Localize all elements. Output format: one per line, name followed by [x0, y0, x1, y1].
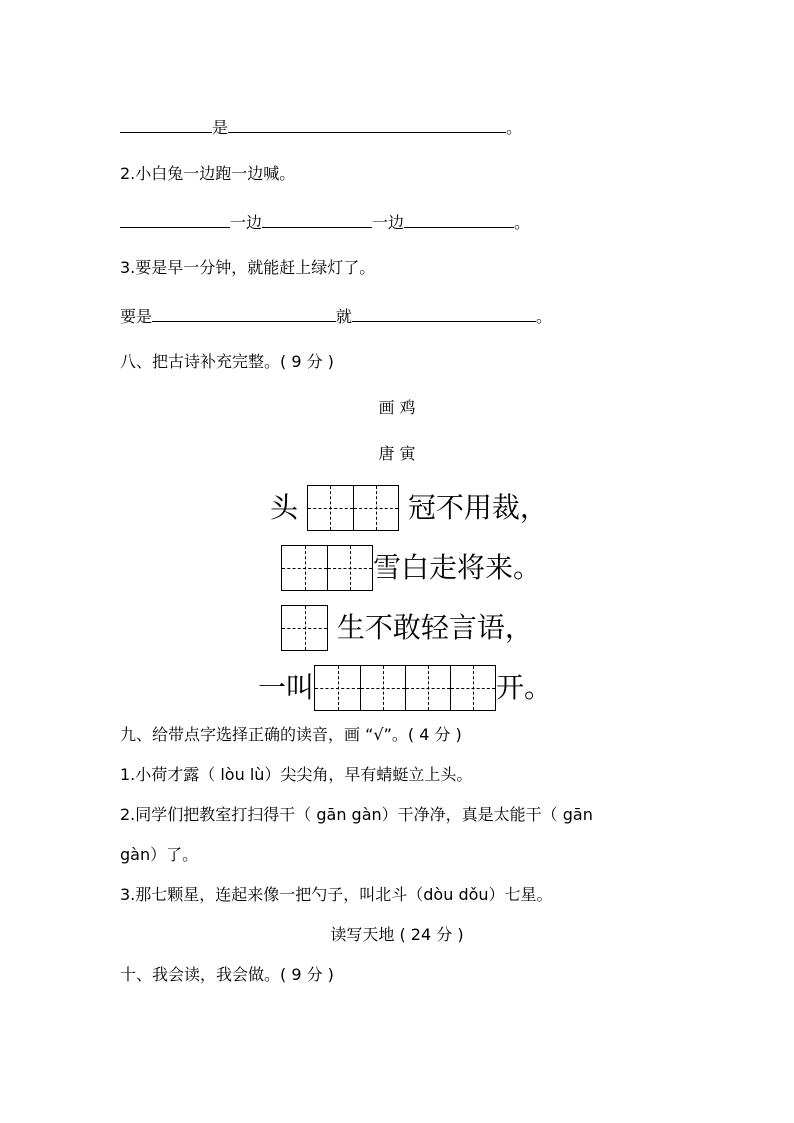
writing-cell[interactable] [360, 666, 405, 710]
blank[interactable] [152, 305, 336, 322]
section-9-item-1: 1.小荷才露（ lòu lù）尖尖角，早有蜻蜓立上头。 [120, 765, 473, 784]
section-9-heading: 九、给带点字选择正确的读音，画 “√”。( 4 分 ) [120, 725, 462, 744]
section-9-item-3: 3.那七颗星，连起来像一把勺子，叫北斗（dòu dǒu）七星。 [120, 885, 553, 904]
poem-line-2: 雪白走将来。 [281, 544, 541, 591]
fill-line-yaoshi: 要是 就 。 [120, 307, 553, 326]
poem-title: 画 鸡 [378, 398, 416, 417]
poem-author: 唐 寅 [378, 444, 416, 463]
section-9-item-2: 2.同学们把教室打扫得干（ gān gàn）干净净，真是太能干（ gān [120, 805, 593, 824]
poem-line-3: 生不敢轻言语， [281, 604, 533, 651]
section-8-heading: 八、把古诗补充完整。( 9 分 ) [120, 352, 334, 371]
blank[interactable] [404, 211, 514, 228]
blank[interactable] [352, 305, 536, 322]
writing-cell[interactable] [327, 546, 372, 590]
writing-cell[interactable] [315, 666, 360, 710]
blank[interactable] [262, 211, 372, 228]
writing-cell[interactable] [450, 666, 495, 710]
reading-writing-heading: 读写天地 ( 24 分 ) [330, 925, 464, 944]
character-boxes[interactable] [281, 545, 373, 591]
writing-cell[interactable] [308, 486, 353, 530]
blank[interactable] [228, 116, 506, 133]
question-2-sentence: 2.小白兔一边跑一边喊。 [120, 164, 296, 183]
fill-line-shi: 是 。 [120, 116, 522, 138]
fill-line-yibian: 一边 一边 。 [120, 211, 530, 233]
writing-cell[interactable] [405, 666, 450, 710]
blank[interactable] [120, 211, 230, 228]
character-boxes[interactable] [281, 605, 328, 651]
blank[interactable] [120, 116, 212, 133]
question-3-sentence: 3.要是早一分钟，就能赶上绿灯了。 [120, 258, 376, 277]
section-9-item-2-cont: gàn）了。 [120, 845, 199, 864]
section-10-heading: 十、我会读，我会做。( 9 分 ) [120, 965, 334, 984]
poem-line-1: 头 冠不用裁， [270, 484, 548, 531]
character-boxes[interactable] [307, 485, 399, 531]
writing-cell[interactable] [353, 486, 398, 530]
writing-cell[interactable] [282, 606, 327, 650]
writing-cell[interactable] [282, 546, 327, 590]
poem-line-4: 一叫 开。 [258, 664, 552, 711]
character-boxes[interactable] [314, 665, 496, 711]
